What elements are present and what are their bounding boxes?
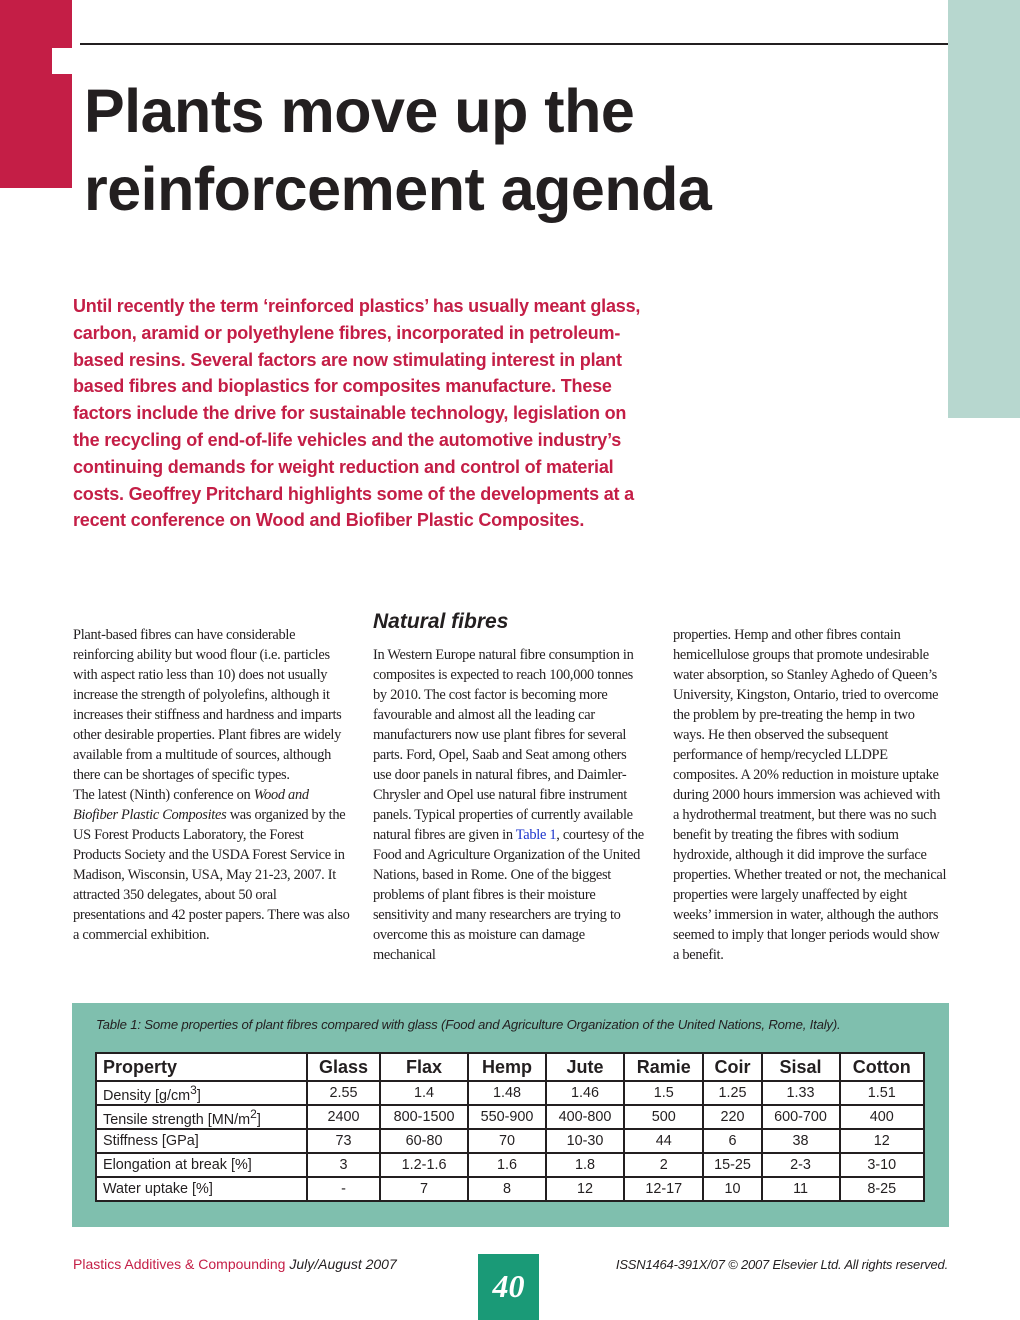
table-row (96, 1153, 924, 1177)
table-cell: 600-700 (762, 1105, 840, 1129)
journal-name: Plastics Additives & Compounding (73, 1256, 286, 1272)
conference-name: Wood and Biofiber Plastic Composites (73, 787, 309, 823)
row-label-elongation: Elongation at break [%] (96, 1153, 307, 1177)
table-cell: - (307, 1177, 380, 1201)
col1-text: The latest (Ninth) conference on (73, 787, 254, 803)
column-2 (373, 645, 648, 965)
article-title (84, 72, 711, 228)
table-cell: 400 (840, 1105, 924, 1129)
col2-text: In Western Europe natural fibre consumption in composites is expected to reach 100,000 tonnes by 2010. The cost factor is becoming more favourable and almost all the leading car manufacturers now use plant fibres for several parts. Ford, Opel, Saab and Seat among others use door panels in natural fibres, and Daimler-Chrysler and Opel use natural fibre instrument panels. Typical properties of currently available natural fibres are given in (373, 647, 634, 843)
table-cell: 60-80 (380, 1129, 468, 1153)
accent-notch (52, 48, 72, 74)
table-cell: 1.33 (762, 1081, 840, 1105)
table-cell: 3-10 (840, 1153, 924, 1177)
table-cell: 12-17 (624, 1177, 703, 1201)
table-cell: 70 (468, 1129, 546, 1153)
table-cell: 1.51 (840, 1081, 924, 1105)
label-text-end: ] (196, 1087, 201, 1104)
side-tab (948, 0, 1020, 418)
table-cell: 10-30 (546, 1129, 624, 1153)
col3-paragraph: properties. Hemp and other fibres contain hemicellulose groups that promote undesirable water absorption, so Stanley Aghedo of Queen’s University, Kingston, Ontario, tried to overcome the problem by pre-treating the hemp in two ways. He then observed the subsequent performance of hemp/recycled LLDPE composites. A 20% reduction in moisture uptake during 2000 hours immersion was achieved with a hydrothermal treatment, but there was no such benefit by treating the fibres with sodium hydroxide, although it did improve the surface properties. Whether treated or not, the mechanical properties were largely unaffected by eight weeks’ immersion in water, although the authors seemed to imply that longer periods would show a benefit. (673, 627, 947, 963)
header-coir: Coir (703, 1053, 761, 1081)
table-cell: 12 (546, 1177, 624, 1201)
row-label-water: Water uptake [%] (96, 1177, 307, 1201)
table-cell: 1.2-1.6 (380, 1153, 468, 1177)
label-superscript: 2 (250, 1106, 257, 1121)
table-row (96, 1105, 924, 1129)
column-1 (73, 625, 351, 945)
table-cell: 550-900 (468, 1105, 546, 1129)
col1-paragraph-1: Plant-based fibres can have considerable reinforcing ability but wood flour (i.e. particles with aspect ratio less than 10) does not usually increase the strength of polyolefins, although it increases their stiffness and hardness and imparts other desirable properties. Plant fibres are widely available from a multitude of sources, although there can be shortages of specific types. (73, 627, 342, 783)
title-line-2: reinforcement agenda (84, 155, 712, 223)
red-accent-bar (0, 0, 72, 188)
table-header-row (96, 1053, 924, 1081)
table-cell: 220 (703, 1105, 761, 1129)
table-cell: 73 (307, 1129, 380, 1153)
label-text: Tensile strength [MN/m (103, 1111, 251, 1128)
table-cell: 44 (624, 1129, 703, 1153)
table-row (96, 1129, 924, 1153)
row-label-density (96, 1081, 307, 1105)
header-glass: Glass (307, 1053, 380, 1081)
table-cell: 1.4 (380, 1081, 468, 1105)
header-sisal: Sisal (762, 1053, 840, 1081)
table-cell: 500 (624, 1105, 703, 1129)
issue-date: July/August 2007 (289, 1256, 397, 1272)
section-heading-natural-fibres: Natural fibres (373, 610, 509, 633)
table-cell: 15-25 (703, 1153, 761, 1177)
table-cell: 2-3 (762, 1153, 840, 1177)
table-cell: 8-25 (840, 1177, 924, 1201)
table-cell: 1.5 (624, 1081, 703, 1105)
col1-text-continued: was organized by the US Forest Products Laboratory, the Forest Products Society and the USDA Forest Service in Madison, Wisconsin, USA, May 21-23, 2007. It attracted 350 delegates, about 50 oral presentations and 42 poster papers. There was also a commercial exhibition. (73, 807, 350, 943)
header-property: Property (96, 1053, 307, 1081)
footer-journal (73, 1256, 397, 1272)
table-cell: 6 (703, 1129, 761, 1153)
col1-paragraph-2 (73, 785, 351, 945)
header-hemp: Hemp (468, 1053, 546, 1081)
table-cell: 11 (762, 1177, 840, 1201)
table-cell: 3 (307, 1153, 380, 1177)
standfirst: Until recently the term ‘reinforced plastics’ has usually meant glass, carbon, aramid or polyethylene fibres, incorporated in petroleum-based resins. Several factors are now stimulating interest in plant based fibres and bioplastics for composites manufacture. These factors include the drive for sustainable technology, legislation on the recycling of end-of-life vehicles and the automotive industry’s continuing demands for weight reduction and control of material costs. Geoffrey Pritchard highlights some of the developments at a recent conference on Wood and Biofiber Plastic Composites. (73, 296, 641, 531)
table-cell: 1.46 (546, 1081, 624, 1105)
table-1-link[interactable]: Table 1 (515, 827, 557, 843)
column-3 (673, 625, 948, 965)
page-number: 40 (478, 1254, 539, 1320)
table-row (96, 1177, 924, 1201)
table-cell: 800-1500 (380, 1105, 468, 1129)
row-label-tensile (96, 1105, 307, 1129)
footer-copyright: ISSN1464-391X/07 © 2007 Elsevier Ltd. All rights reserved. (615, 1257, 948, 1272)
table-cell: 12 (840, 1129, 924, 1153)
table-cell: 10 (703, 1177, 761, 1201)
top-rule (80, 43, 948, 45)
header-jute: Jute (546, 1053, 624, 1081)
header-ramie: Ramie (624, 1053, 703, 1081)
properties-table (95, 1052, 925, 1202)
col2-paragraph (373, 645, 648, 965)
col2-text-continued: , courtesy of the Food and Agriculture Organization of the United Nations, based in Rome. One of the biggest problems of plant fibres is their moisture sensitivity and many researchers are trying to overcome this as moisture can damage mechanical (373, 827, 644, 963)
table-cell: 2.55 (307, 1081, 380, 1105)
header-cotton: Cotton (840, 1053, 924, 1081)
table-cell: 400-800 (546, 1105, 624, 1129)
table-cell: 8 (468, 1177, 546, 1201)
table-caption: Table 1: Some properties of plant fibres compared with glass (Food and Agriculture Organization of the United Nations, Rome, Italy). (96, 1017, 841, 1032)
table-cell: 1.48 (468, 1081, 546, 1105)
title-line-1: Plants move up the (84, 77, 635, 145)
header-flax: Flax (380, 1053, 468, 1081)
table-cell: 2400 (307, 1105, 380, 1129)
table-cell: 1.8 (546, 1153, 624, 1177)
table-cell: 1.6 (468, 1153, 546, 1177)
label-text: Density [g/cm (103, 1087, 191, 1104)
label-superscript: 3 (190, 1082, 197, 1097)
row-label-stiffness: Stiffness [GPa] (96, 1129, 307, 1153)
table-cell: 1.25 (703, 1081, 761, 1105)
label-text-end: ] (256, 1111, 261, 1128)
table-cell: 2 (624, 1153, 703, 1177)
table-row (96, 1081, 924, 1105)
table-cell: 38 (762, 1129, 840, 1153)
table-cell: 7 (380, 1177, 468, 1201)
